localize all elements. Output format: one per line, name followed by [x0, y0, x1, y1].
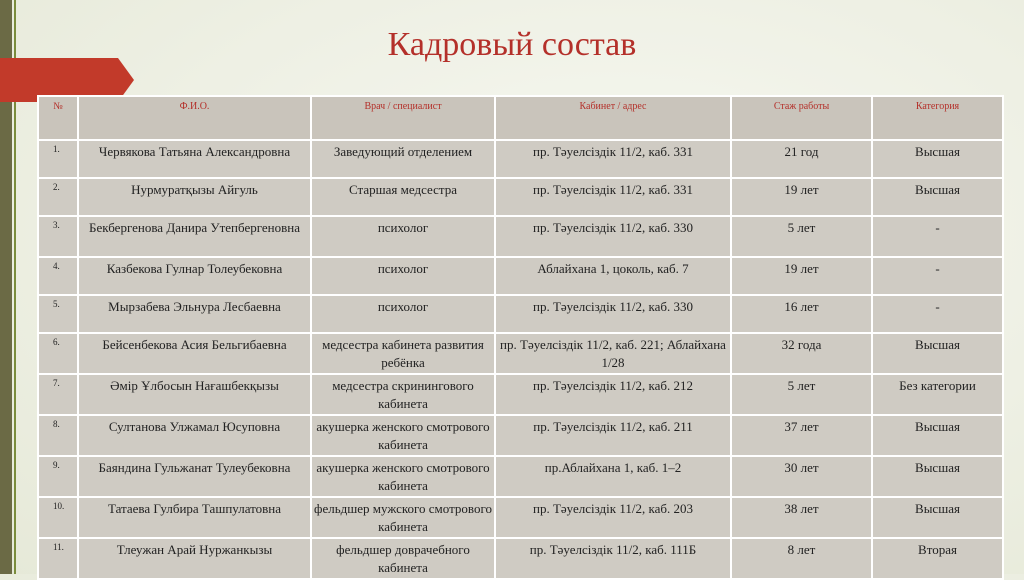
employee-name: Баяндина Гульжанат Тулеубековна	[78, 456, 311, 497]
employee-address: пр.Аблайхана 1, каб. 1–2	[495, 456, 731, 497]
employee-address: пр. Тәуелсіздік 11/2, каб. 331	[495, 140, 731, 178]
employee-address: пр. Тәуелсіздік 11/2, каб. 111Б	[495, 538, 731, 579]
employee-name: Татаева Гулбира Ташпулатовна	[78, 497, 311, 538]
employee-experience: 37 лет	[731, 415, 872, 456]
employee-address: пр. Тәуелсіздік 11/2, каб. 203	[495, 497, 731, 538]
row-number: 11.	[38, 538, 78, 579]
employee-category: Высшая	[872, 140, 1003, 178]
employee-experience: 19 лет	[731, 257, 872, 295]
employee-role: фельдшер мужского смотрового кабинета	[311, 497, 495, 538]
employee-experience: 5 лет	[731, 374, 872, 415]
row-number: 7.	[38, 374, 78, 415]
employee-role: фельдшер доврачебного кабинета	[311, 538, 495, 579]
table-row	[38, 497, 1003, 538]
row-number: 1.	[38, 140, 78, 178]
employee-name: Казбекова Гулнар Толеубековна	[78, 257, 311, 295]
row-number: 10.	[38, 497, 78, 538]
table-row	[38, 538, 1003, 579]
employee-experience: 38 лет	[731, 497, 872, 538]
employee-experience: 21 год	[731, 140, 872, 178]
employee-name: Нурмуратқызы Айгуль	[78, 178, 311, 216]
table-row	[38, 295, 1003, 333]
row-number: 6.	[38, 333, 78, 374]
header-experience: Стаж работы	[731, 96, 872, 140]
page-title: Кадровый состав	[387, 26, 637, 63]
employee-experience: 16 лет	[731, 295, 872, 333]
row-number: 2.	[38, 178, 78, 216]
employee-category: Высшая	[872, 333, 1003, 374]
header-address: Кабинет / адрес	[495, 96, 731, 140]
header-role: Врач / специалист	[311, 96, 495, 140]
row-number: 8.	[38, 415, 78, 456]
employee-address: пр. Тәуелсіздік 11/2, каб. 330	[495, 216, 731, 257]
employee-role: медсестра кабинета развития ребёнка	[311, 333, 495, 374]
employee-experience: 8 лет	[731, 538, 872, 579]
employee-category: -	[872, 295, 1003, 333]
staff-table	[37, 95, 1004, 580]
row-number: 5.	[38, 295, 78, 333]
employee-name: Бекбергенова Данира Утепбергеновна	[78, 216, 311, 257]
employee-role: Старшая медсестра	[311, 178, 495, 216]
employee-address: пр. Тәуелсіздік 11/2, каб. 331	[495, 178, 731, 216]
employee-category: Без категории	[872, 374, 1003, 415]
employee-category: Высшая	[872, 178, 1003, 216]
employee-role: акушерка женского смотрового кабинета	[311, 415, 495, 456]
table-row	[38, 178, 1003, 216]
employee-address: Аблайхана 1, цоколь, каб. 7	[495, 257, 731, 295]
employee-address: пр. Тәуелсіздік 11/2, каб. 212	[495, 374, 731, 415]
header-number: №	[38, 96, 78, 140]
employee-address: пр. Тәуелсіздік 11/2, каб. 330	[495, 295, 731, 333]
employee-role: Заведующий отделением	[311, 140, 495, 178]
employee-experience: 30 лет	[731, 456, 872, 497]
employee-role: психолог	[311, 295, 495, 333]
header-name: Ф.И.О.	[78, 96, 311, 140]
employee-name: Бейсенбекова Асия Бельгибаевна	[78, 333, 311, 374]
employee-name: Мырзабева Эльнура Лесбаевна	[78, 295, 311, 333]
table-row	[38, 456, 1003, 497]
employee-experience: 5 лет	[731, 216, 872, 257]
employee-address: пр. Тәуелсіздік 11/2, каб. 221; Аблайхана 1/28	[495, 333, 731, 374]
employee-category: Высшая	[872, 456, 1003, 497]
employee-name: Тлеужан Арай Нуржанкызы	[78, 538, 311, 579]
table-row	[38, 257, 1003, 295]
employee-name: Султанова Улжамал Юсуповна	[78, 415, 311, 456]
table-row	[38, 333, 1003, 374]
employee-category: Высшая	[872, 497, 1003, 538]
employee-name: Әмір Ұлбосын Нағашбекқызы	[78, 374, 311, 415]
employee-role: психолог	[311, 216, 495, 257]
employee-category: Высшая	[872, 415, 1003, 456]
employee-category: Вторая	[872, 538, 1003, 579]
employee-role: медсестра скринингового кабинета	[311, 374, 495, 415]
employee-role: психолог	[311, 257, 495, 295]
table-row	[38, 374, 1003, 415]
row-number: 4.	[38, 257, 78, 295]
employee-category: -	[872, 216, 1003, 257]
table-row	[38, 216, 1003, 257]
employee-category: -	[872, 257, 1003, 295]
table-row	[38, 415, 1003, 456]
header-category: Категория	[872, 96, 1003, 140]
employee-role: акушерка женского смотрового кабинета	[311, 456, 495, 497]
row-number: 3.	[38, 216, 78, 257]
employee-experience: 19 лет	[731, 178, 872, 216]
table-header-row	[38, 96, 1003, 140]
employee-name: Червякова Татьяна Александровна	[78, 140, 311, 178]
row-number: 9.	[38, 456, 78, 497]
employee-experience: 32 года	[731, 333, 872, 374]
table-row	[38, 140, 1003, 178]
employee-address: пр. Тәуелсіздік 11/2, каб. 211	[495, 415, 731, 456]
